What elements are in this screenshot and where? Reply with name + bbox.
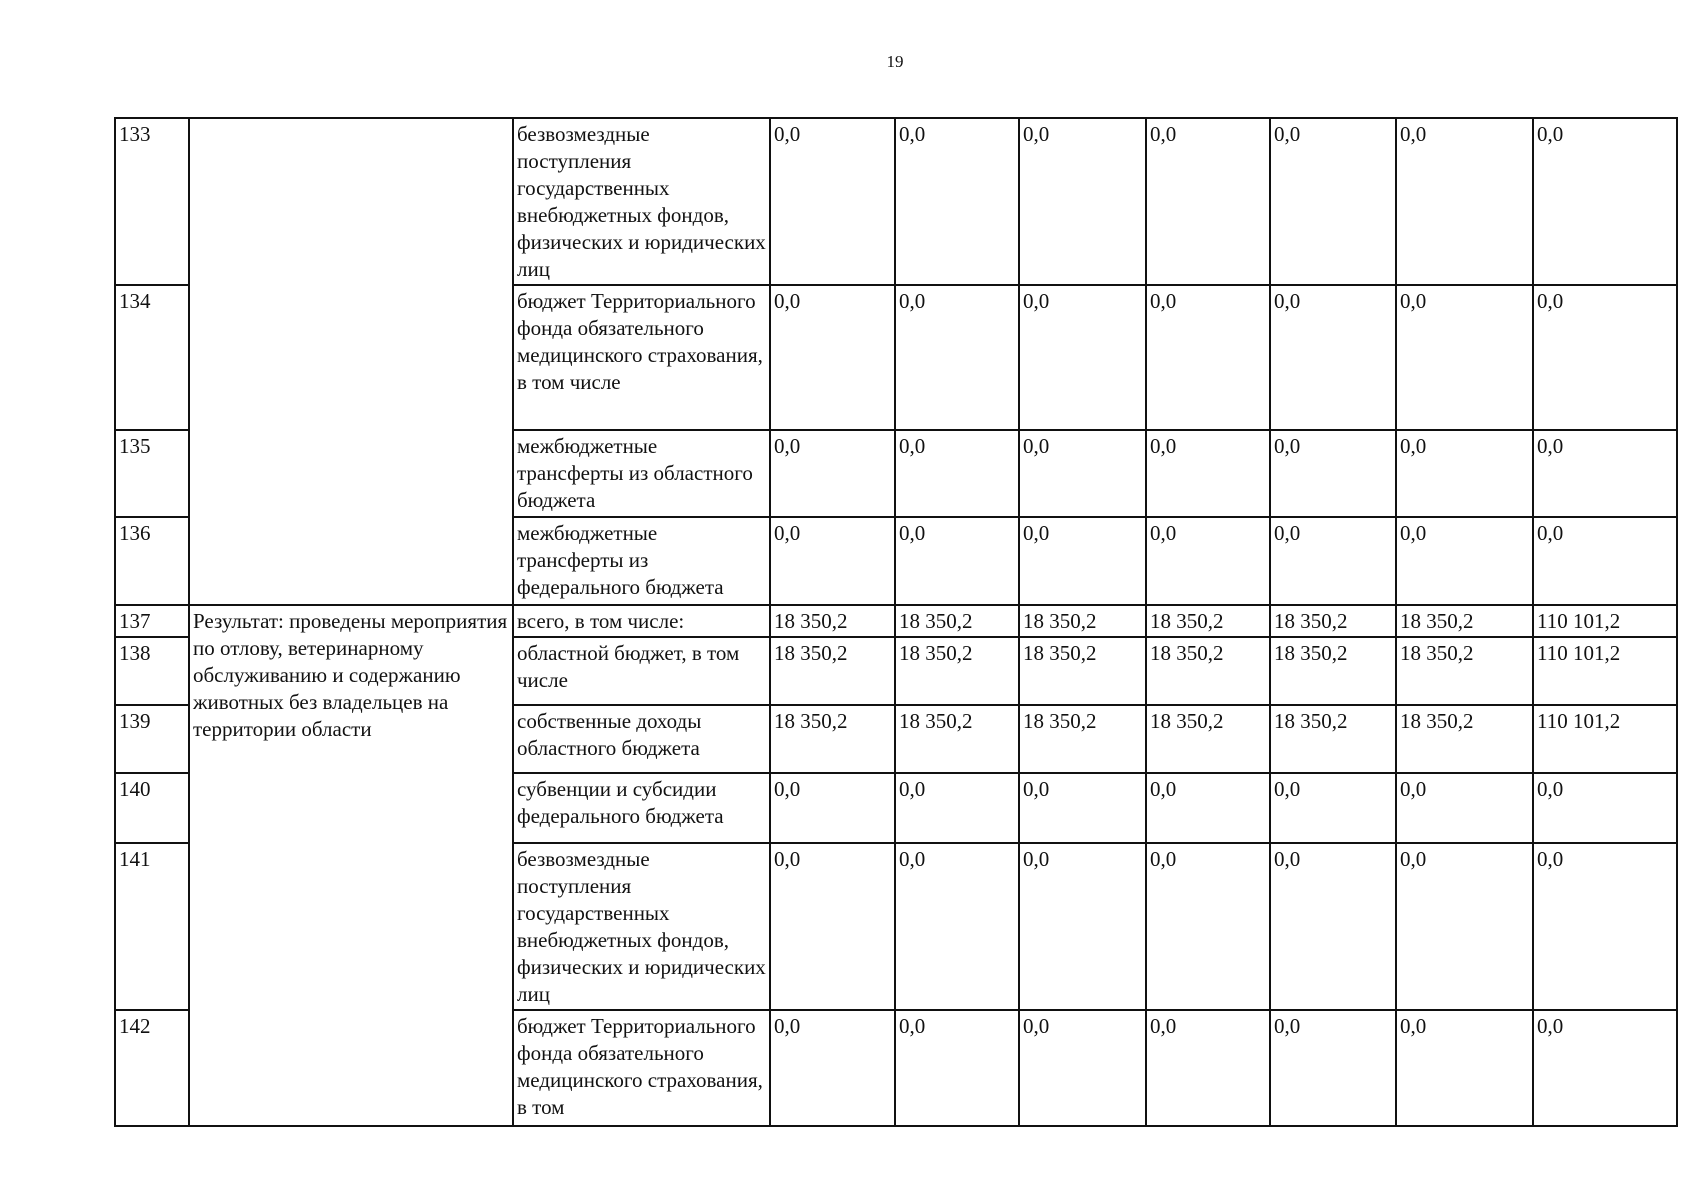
value-cell: 0,0 [770, 1010, 895, 1126]
value-cell: 0,0 [1019, 517, 1146, 605]
value-cell: 0,0 [1396, 285, 1533, 430]
value-cell: 0,0 [1533, 118, 1677, 285]
value-cell: 0,0 [770, 430, 895, 517]
value-cell: 0,0 [1270, 1010, 1396, 1126]
table-row [115, 118, 1677, 285]
value-cell: 0,0 [1533, 517, 1677, 605]
value-cell: 18 350,2 [1146, 637, 1270, 705]
value-cell: 0,0 [1533, 773, 1677, 843]
value-cell: 18 350,2 [770, 637, 895, 705]
row-number: 141 [115, 843, 189, 1010]
value-cell: 0,0 [1270, 517, 1396, 605]
value-cell: 0,0 [1146, 430, 1270, 517]
value-cell: 0,0 [1396, 1010, 1533, 1126]
value-cell: 0,0 [895, 843, 1019, 1010]
table-row [115, 605, 1677, 637]
funding-source: бюджет Территориального фонда обязательного медицинского страхования, в том [513, 1010, 770, 1126]
value-cell: 18 350,2 [895, 705, 1019, 773]
row-number: 136 [115, 517, 189, 605]
value-cell: 0,0 [1270, 118, 1396, 285]
value-cell: 0,0 [1270, 430, 1396, 517]
value-cell: 0,0 [1146, 843, 1270, 1010]
value-cell: 0,0 [770, 517, 895, 605]
funding-source: бюджет Территориального фонда обязательного медицинского страхования, в том числе [513, 285, 770, 430]
funding-source: субвенции и субсидии федерального бюджета [513, 773, 770, 843]
value-cell: 0,0 [770, 843, 895, 1010]
row-number: 133 [115, 118, 189, 285]
funding-source: областной бюджет, в том числе [513, 637, 770, 705]
value-cell: 0,0 [1396, 773, 1533, 843]
row-number: 140 [115, 773, 189, 843]
value-cell: 0,0 [1270, 285, 1396, 430]
value-cell: 18 350,2 [1146, 605, 1270, 637]
value-cell: 0,0 [1396, 118, 1533, 285]
result-description: Результат: проведены мероприятия по отлову, ветеринарному обслуживанию и содержанию животных без владельцев на территории области [189, 605, 513, 1126]
funding-source: собственные доходы областного бюджета [513, 705, 770, 773]
value-cell: 18 350,2 [1270, 705, 1396, 773]
value-cell: 0,0 [895, 517, 1019, 605]
row-number: 135 [115, 430, 189, 517]
value-cell: 110 101,2 [1533, 637, 1677, 705]
value-cell: 18 350,2 [1396, 605, 1533, 637]
value-cell: 110 101,2 [1533, 605, 1677, 637]
funding-source: всего, в том числе: [513, 605, 770, 637]
value-cell: 18 350,2 [770, 605, 895, 637]
value-cell: 0,0 [1533, 843, 1677, 1010]
value-cell: 0,0 [1396, 430, 1533, 517]
value-cell: 18 350,2 [1396, 705, 1533, 773]
value-cell: 0,0 [770, 285, 895, 430]
value-cell: 18 350,2 [1270, 637, 1396, 705]
empty-merged-cell [189, 118, 513, 605]
value-cell: 0,0 [1533, 430, 1677, 517]
value-cell: 18 350,2 [1270, 605, 1396, 637]
value-cell: 0,0 [895, 118, 1019, 285]
value-cell: 0,0 [1019, 1010, 1146, 1126]
value-cell: 18 350,2 [895, 605, 1019, 637]
value-cell: 18 350,2 [895, 637, 1019, 705]
value-cell: 0,0 [1146, 1010, 1270, 1126]
value-cell: 0,0 [1533, 285, 1677, 430]
value-cell: 110 101,2 [1533, 705, 1677, 773]
value-cell: 0,0 [1396, 843, 1533, 1010]
funding-source: безвозмездные поступления государственных внебюджетных фондов, физических и юридических лиц [513, 843, 770, 1010]
row-number: 137 [115, 605, 189, 637]
value-cell: 0,0 [1146, 118, 1270, 285]
row-number: 139 [115, 705, 189, 773]
value-cell: 18 350,2 [1019, 637, 1146, 705]
row-number: 138 [115, 637, 189, 705]
budget-table-container [114, 117, 1676, 1127]
value-cell: 0,0 [1146, 517, 1270, 605]
value-cell: 0,0 [895, 773, 1019, 843]
value-cell: 0,0 [895, 430, 1019, 517]
value-cell: 18 350,2 [770, 705, 895, 773]
value-cell: 0,0 [770, 118, 895, 285]
table-body [115, 118, 1677, 1126]
value-cell: 0,0 [1270, 843, 1396, 1010]
funding-source: безвозмездные поступления государственных внебюджетных фондов, физических и юридических лиц [513, 118, 770, 285]
page-number: 19 [886, 52, 904, 71]
value-cell: 18 350,2 [1019, 605, 1146, 637]
value-cell: 0,0 [895, 285, 1019, 430]
value-cell: 0,0 [1270, 773, 1396, 843]
funding-source: межбюджетные трансферты из областного бюджета [513, 430, 770, 517]
value-cell: 18 350,2 [1019, 705, 1146, 773]
value-cell: 0,0 [1533, 1010, 1677, 1126]
value-cell: 0,0 [895, 1010, 1019, 1126]
value-cell: 0,0 [1019, 118, 1146, 285]
value-cell: 18 350,2 [1146, 705, 1270, 773]
budget-table [114, 117, 1678, 1127]
funding-source: межбюджетные трансферты из федерального бюджета [513, 517, 770, 605]
value-cell: 18 350,2 [1396, 637, 1533, 705]
value-cell: 0,0 [1146, 285, 1270, 430]
value-cell: 0,0 [1146, 773, 1270, 843]
row-number: 142 [115, 1010, 189, 1126]
value-cell: 0,0 [770, 773, 895, 843]
value-cell: 0,0 [1019, 430, 1146, 517]
value-cell: 0,0 [1019, 843, 1146, 1010]
value-cell: 0,0 [1019, 773, 1146, 843]
row-number: 134 [115, 285, 189, 430]
value-cell: 0,0 [1019, 285, 1146, 430]
value-cell: 0,0 [1396, 517, 1533, 605]
